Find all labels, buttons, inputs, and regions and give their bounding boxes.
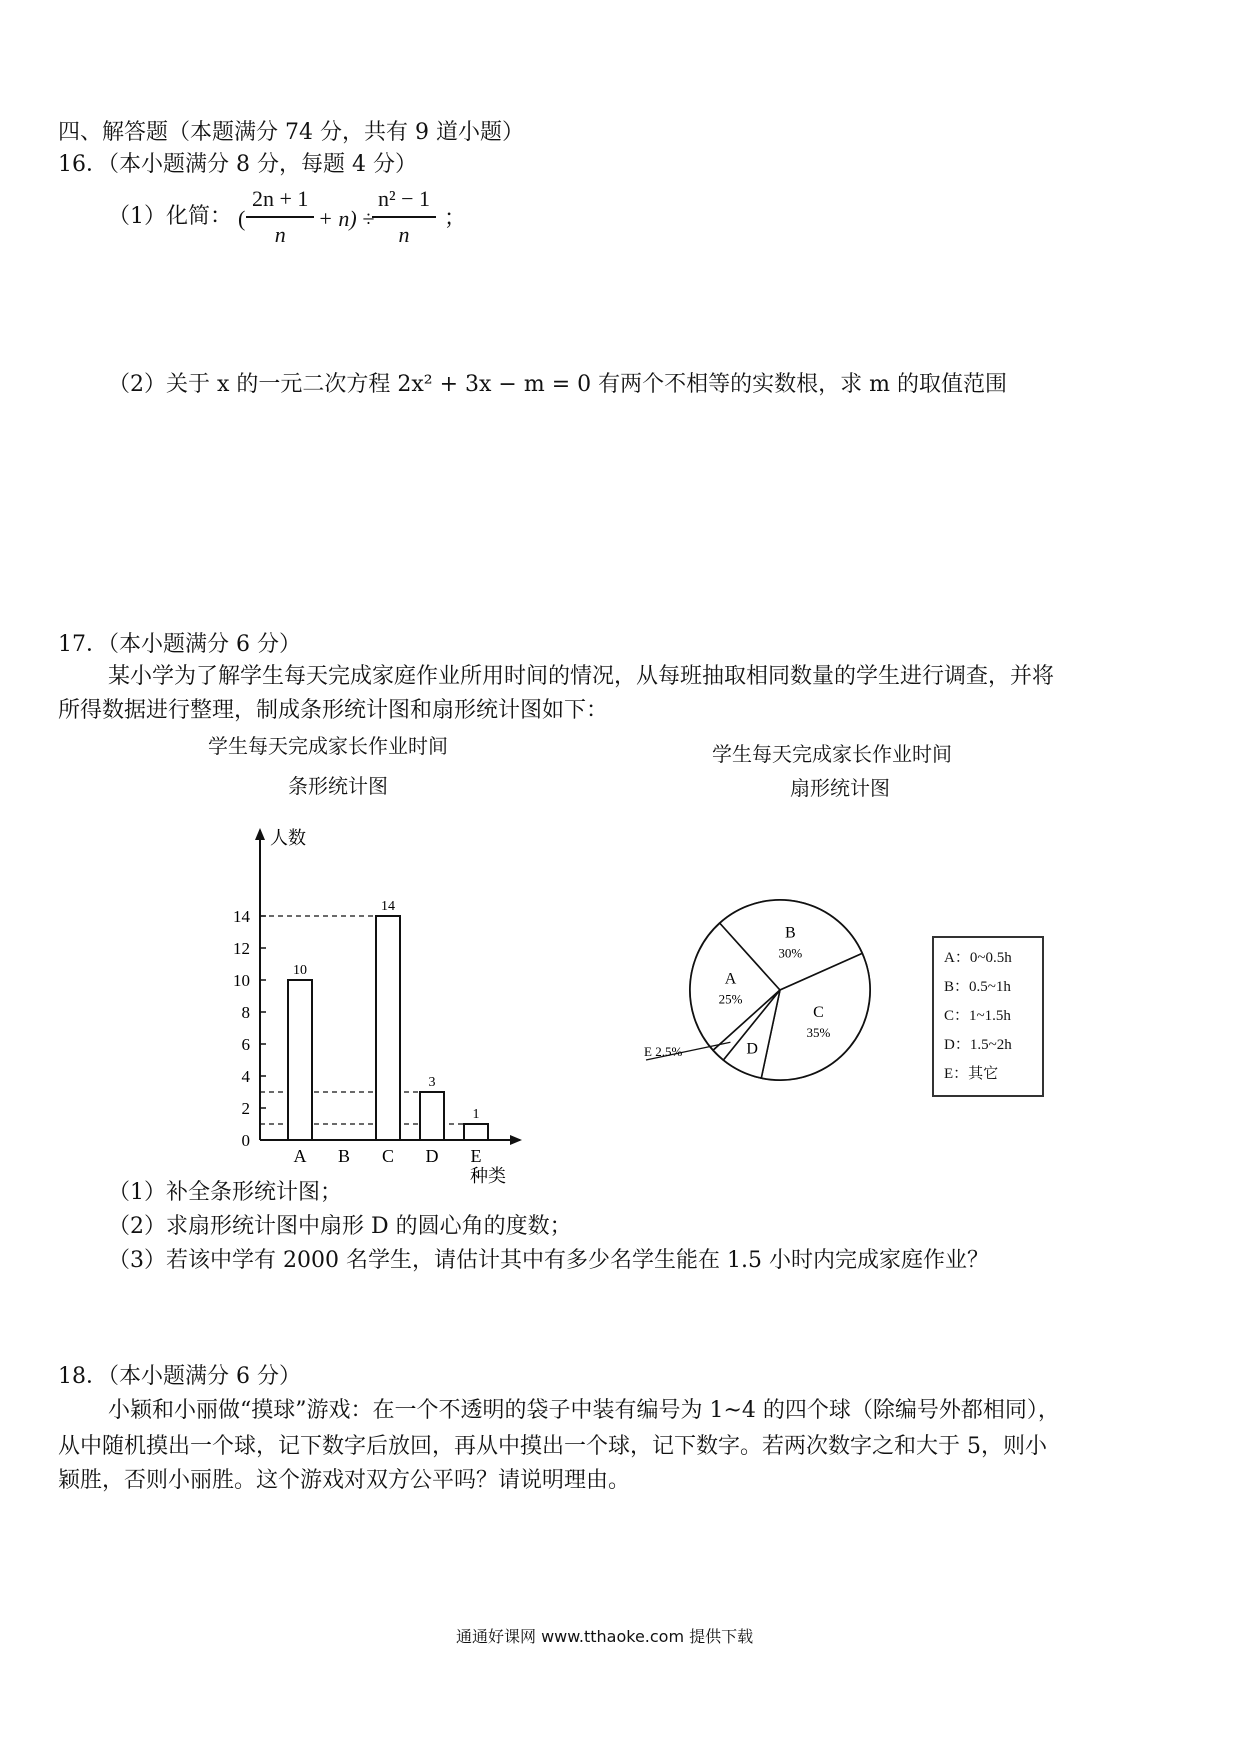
y-tick-label-0: 0 xyxy=(241,1131,250,1150)
pie-percent-B: 30% xyxy=(778,945,803,961)
x-tick-label-D: D xyxy=(425,1146,439,1166)
q16-header: 16．（本小题满分 8 分，每题 4 分） xyxy=(58,152,417,177)
bar-D xyxy=(420,1092,444,1140)
legend-item-d: D：1.5~2h xyxy=(944,1037,1012,1053)
q17-sub1: （1）补全条形统计图； xyxy=(108,1180,342,1205)
y-axis-label: 人数 xyxy=(270,828,306,848)
pie-chart xyxy=(640,880,920,1100)
bar-A xyxy=(288,980,312,1140)
bar-chart-title-1: 学生每天完成家长作业时间 xyxy=(208,734,448,758)
q16-part1-prefix: （1）化简： xyxy=(108,204,232,229)
y-tick-label-2: 2 xyxy=(241,1099,250,1118)
y-tick-label-8: 8 xyxy=(241,1003,250,1022)
pie-label-C: C xyxy=(813,1004,824,1022)
q16-part2: （2）关于 x 的一元二次方程 2x² + 3x − m = 0 有两个不相等的实数根，求 m 的取值范围 xyxy=(108,372,1007,397)
fraction-1-numerator: 2n + 1 xyxy=(246,186,314,218)
x-axis-label: 种类 xyxy=(470,1166,506,1186)
q18-line2: 从中随机摸出一个球，记下数字后放回，再从中摸出一个球，记下数字。若两次数字之和大于 5，则小 xyxy=(58,1434,1047,1459)
y-tick-label-14: 14 xyxy=(233,907,250,926)
y-tick-label-6: 6 xyxy=(241,1035,250,1054)
q17-intro-line2: 所得数据进行整理，制成条形统计图和扇形统计图如下： xyxy=(58,698,609,723)
pie-label-B: B xyxy=(784,924,796,942)
fraction-2-denominator: n xyxy=(398,222,410,247)
fraction-1 xyxy=(246,186,314,248)
x-tick-label-B: B xyxy=(337,1146,351,1166)
y-tick-label-10: 10 xyxy=(233,971,250,990)
pie-percent-A: 25% xyxy=(718,991,743,1007)
y-tick-label-4: 4 xyxy=(241,1067,250,1086)
legend-item-e: E：其它 xyxy=(944,1066,999,1082)
bar-E xyxy=(464,1124,488,1140)
fraction-1-denominator: n xyxy=(274,222,286,247)
pie-label-A: A xyxy=(724,970,737,988)
open-paren: ( xyxy=(238,206,246,231)
q18-header: 18．（本小题满分 6 分） xyxy=(58,1364,301,1389)
q18-line1: 小颖和小丽做“摸球”游戏：在一个不透明的袋子中装有编号为 1~4 的四个球（除编号外都相同）， xyxy=(108,1398,1060,1423)
y-axis-arrow xyxy=(255,828,265,840)
q17-sub3: （3）若该中学有 2000 名学生，请估计其中有多少名学生能在 1.5 小时内完成家庭作业？ xyxy=(108,1248,989,1273)
bar-C xyxy=(376,916,400,1140)
legend-item-c: C：1~1.5h xyxy=(944,1008,1011,1024)
fraction-2 xyxy=(372,186,436,248)
bar-chart xyxy=(200,810,620,1186)
footer-text: 通通好课网 www.tthaoke.com 提供下载 xyxy=(456,1627,754,1646)
legend-item-a: A：0~0.5h xyxy=(944,950,1012,966)
q16-part1-end: ； xyxy=(444,206,467,231)
legend-item-b: B：0.5~1h xyxy=(944,979,1011,995)
bar-value-label-C: 14 xyxy=(381,899,395,914)
y-tick-label-12: 12 xyxy=(233,939,250,958)
section-heading: 四、解答题（本题满分 74 分，共有 9 道小题） xyxy=(58,120,524,145)
bar-chart-title-2: 条形统计图 xyxy=(288,774,388,798)
q18-line3: 颖胜，否则小丽胜。这个游戏对双方公平吗？请说明理由。 xyxy=(58,1468,631,1493)
pie-label-D: D xyxy=(746,1040,758,1058)
pie-legend xyxy=(932,936,1044,1097)
q17-intro-line1: 某小学为了解学生每天完成家庭作业所用时间的情况，从每班抽取相同数量的学生进行调查，并将 xyxy=(108,664,1055,689)
bar-value-label-D: 3 xyxy=(428,1075,436,1090)
x-tick-label-E: E xyxy=(470,1146,482,1166)
x-tick-label-A: A xyxy=(293,1146,307,1166)
pie-label-E: E 2.5% xyxy=(644,1044,683,1059)
bar-value-label-E: 1 xyxy=(472,1107,480,1122)
plus-n-divide: + n) ÷ xyxy=(318,206,375,231)
x-axis-arrow xyxy=(510,1135,522,1145)
pie-percent-C: 35% xyxy=(806,1025,831,1041)
pie-chart-title-1: 学生每天完成家长作业时间 xyxy=(712,742,952,766)
x-tick-label-C: C xyxy=(381,1146,395,1166)
fraction-2-numerator: n² − 1 xyxy=(372,186,436,218)
pie-chart-title-2: 扇形统计图 xyxy=(790,776,890,800)
q17-sub2: （2）求扇形统计图中扇形 D 的圆心角的度数； xyxy=(108,1214,572,1239)
bar-value-label-A: 10 xyxy=(293,963,307,978)
q17-header: 17．（本小题满分 6 分） xyxy=(58,632,301,657)
